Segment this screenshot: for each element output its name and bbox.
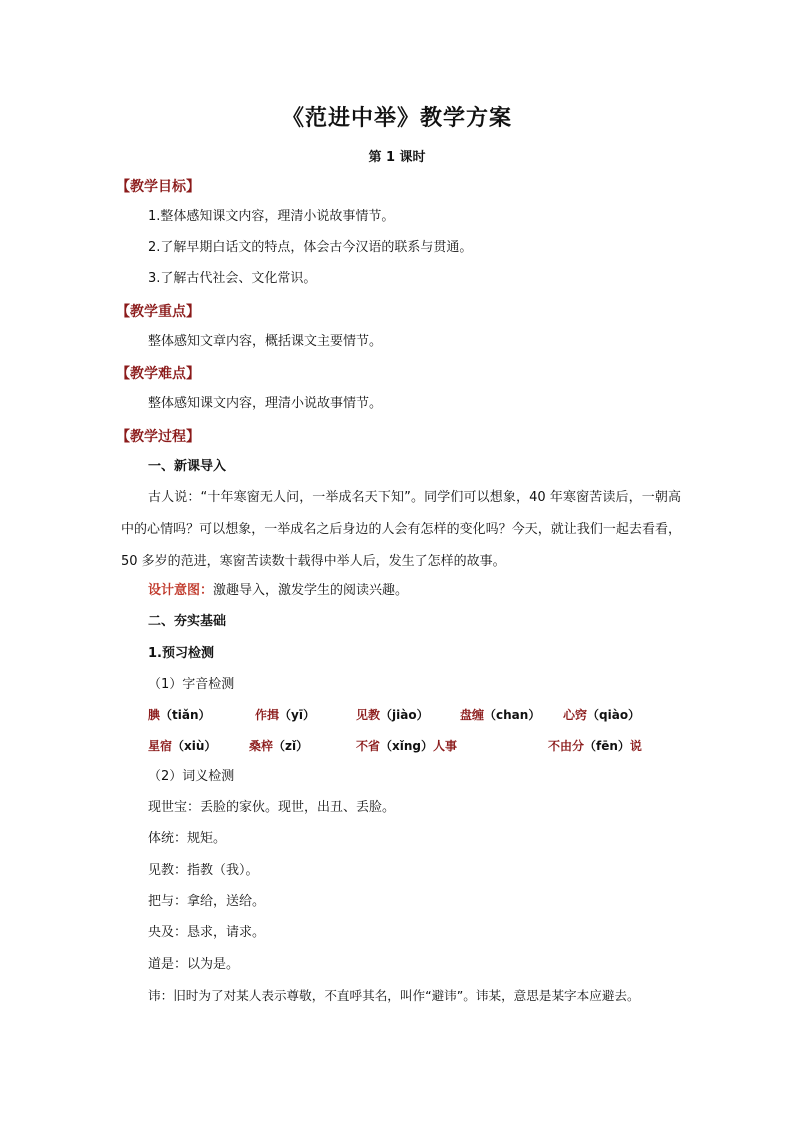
pronunciation-item: 星宿（xiù）: [148, 739, 217, 753]
meaning-item: 把与：拿给，送给。: [148, 894, 266, 909]
objectives-heading: 【教学目标】: [116, 179, 200, 195]
meaning-item: 道是：以为是。: [148, 957, 240, 972]
pronunciation-item: 腆（tiǎn）: [148, 708, 211, 722]
lesson-period: 第 1 课时: [368, 150, 426, 165]
design-intent: [148, 582, 408, 600]
difficulties-heading: 【教学难点】: [116, 366, 200, 382]
difficulties-text: 整体感知课文内容，理清小说故事情节。: [148, 396, 383, 411]
design-intent-label: 设计意图：: [148, 583, 214, 598]
pronunciation-item: 盘缠（chan）: [460, 708, 541, 722]
pronunciation-item: 作揖（yī）: [255, 708, 315, 722]
objective-item: 2.了解早期白话文的特点，体会古今汉语的联系与贯通。: [148, 240, 473, 255]
meaning-heading: （2）词义检测: [148, 769, 235, 784]
design-intent-text: 激趣导入，激发学生的阅读兴趣。: [213, 583, 409, 598]
meaning-item: 现世宝：丢脸的家伙。现世，出丑、丢脸。: [148, 800, 396, 815]
intro-paragraph: 古人说：“十年寒窗无人问，一举成名天下知”。同学们可以想象，40 年寒窗苦读后，一朝高中的心情吗？可以想象，一举成名之后身边的人会有怎样的变化吗？今天，就让我们一起去看看，50 多岁的范进，寒窗苦读数十载得中举人后，发生了怎样的故事。: [121, 490, 681, 569]
objective-item: 1.整体感知课文内容，理清小说故事情节。: [148, 209, 395, 224]
pronunciation-item: 心窍（qiào）: [563, 708, 641, 722]
pronunciation-item: 见教（jiào）: [356, 708, 429, 722]
meaning-item: 见教：指教（我）。: [148, 863, 259, 878]
objective-item: 3.了解古代社会、文化常识。: [148, 271, 317, 286]
pronunciation-item: 桑梓（zǐ）: [249, 739, 309, 753]
document-title: 《范进中举》教学方案: [281, 105, 512, 131]
process-heading: 【教学过程】: [116, 429, 200, 445]
meaning-item: 央及：恳求，请求。: [148, 925, 266, 940]
pronunciation-item: 不由分（fēn）说: [548, 739, 642, 753]
pronunciation-item: 不省（xǐng）人事: [356, 739, 458, 753]
intro-heading: 一、新课导入: [148, 459, 227, 474]
basics-heading: 二、夯实基础: [148, 614, 227, 629]
key-points-text: 整体感知文章内容，概括课文主要情节。: [148, 334, 383, 349]
key-points-heading: 【教学重点】: [116, 304, 200, 320]
pronunciation-heading: （1）字音检测: [148, 677, 235, 692]
preview-heading: 1.预习检测: [148, 646, 214, 661]
meaning-item: 体统：规矩。: [148, 831, 227, 846]
meaning-item: 讳：旧时为了对某人表示尊敬，不直呼其名，叫作“避讳”。讳某，意思是某字本应避去。: [148, 988, 640, 1003]
